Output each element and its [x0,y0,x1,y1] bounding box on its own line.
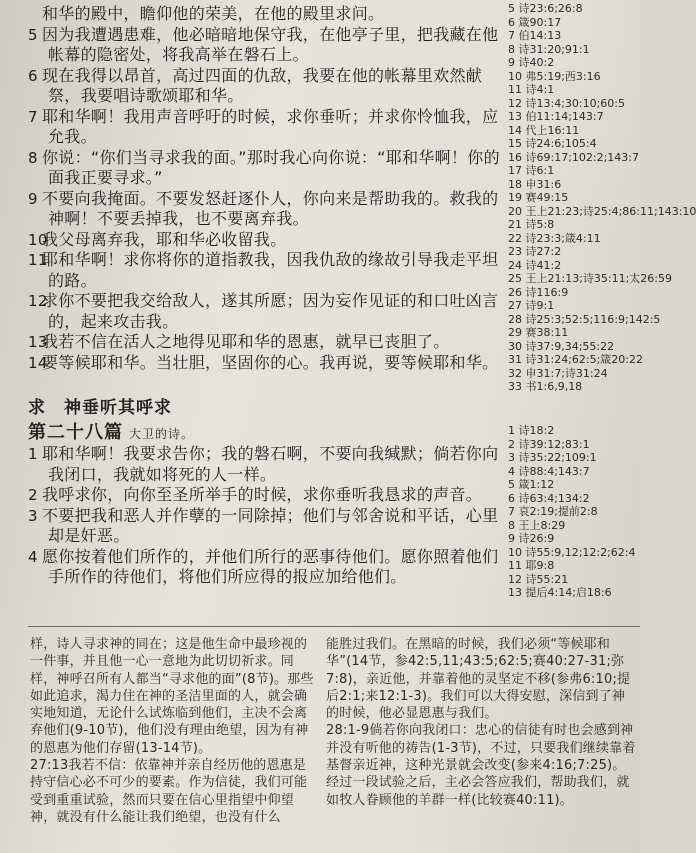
cross-reference: 16 诗69:17;102:2;143:7 [508,150,640,164]
psalm-title [28,418,508,444]
verse-text: 我父母离弃我，耶和华必收留我。 [42,229,287,249]
cross-reference: 18 申31:6 [508,177,562,191]
verse [28,148,508,189]
verse-number: 4 [28,547,38,566]
study-note-paragraph: 28:1-9倘若你向我闭口：忠心的信徒有时也会感到神并没有听他的祷告(1-3节)，不过，只要我们继续靠着基督亲近神，这种光景就会改变(参来4:16;7:25)。经过一段试验之后，主必会答应我们，帮助我们，就如牧人眷顾他的羊群一样(比较赛40:11)。 [326,723,636,808]
verse [28,107,508,148]
verse-number: 10 [28,230,48,249]
cross-reference: 21 诗5:8 [508,218,555,231]
verse [28,66,508,107]
cross-reference: 20 王上21:23;诗25:4;86:11;143:10 [508,204,696,218]
verse-text: 不要向我掩面。不要发怒赶逐仆人，你向来是帮助我的。救我的 神啊！不要丢掉我，也不要离弃我。 [42,188,499,228]
psalm-author: 大卫的诗。 [129,427,195,441]
cross-reference: 4 诗88:4;143:7 [508,464,590,478]
cross-references-bottom [508,424,638,600]
study-note-paragraph: 样，诗人寻求神的同在；这是他生命中最珍视的一件事，并且他一心一意地为此切切祈求。同样，神呼召所有人都当“寻求他的面”(8节)。那些如此追求，渴力住在神的圣洁里面的人，就会确实地知道，无论什么试炼临到他们，主决不会离弃他们(9-10节)，他们没有理由绝望，因为有神的恩惠为他们存留(13-14节)。 [30,637,314,756]
verse-text: 和华的殿中，瞻仰他的荣美，在他的殿里求问。 [42,4,385,23]
cross-reference: 23 诗27:2 [508,245,562,258]
cross-reference: 8 王上8:29 [508,518,566,532]
cross-reference: 17 诗6:1 [508,164,555,177]
cross-reference: 25 王上21:13;诗35:11;太26:59 [508,272,673,285]
verse [28,506,508,547]
verse-text: 你说：“你们当寻求我的面。”那时我心向你说：“耶和华啊！你的面我正要寻求。” [42,147,500,187]
cross-reference: 30 诗37:9,34;55:22 [508,339,615,353]
verse-text: 我若不信在活人之地得见耶和华的恩惠，就早已丧胆了。 [42,332,450,351]
cross-reference: 12 诗55:21 [508,572,569,586]
footnote-divider [28,626,640,627]
cross-reference: 28 诗25:3;52:5;116:9;142:5 [508,312,661,326]
verse-text: 要等候耶和华。当壮胆，坚固你的心。我再说，要等候耶和华。 [42,352,499,372]
verse-number: 1 [28,445,38,463]
verse-text: 我呼求你，向你至圣所举手的时候，求你垂听我恳求的声音。 [42,485,483,504]
cross-reference: 26 诗116:9 [508,285,569,299]
study-notes-left [30,636,315,826]
cross-reference: 31 诗31:24;62:5;箴20:22 [508,353,644,366]
verse-text: 耶和华啊！我要求告你；我的磐石啊，不要向我缄默；倘若你向我闭口，我就如将死的人一样。 [42,444,499,484]
verse-number: 14 [28,353,48,372]
cross-reference: 6 诗63:4;134:2 [508,491,590,505]
cross-reference: 5 箴1:12 [508,478,555,491]
cross-reference: 15 诗24:6;105:4 [508,137,597,150]
verse [28,547,508,588]
verse [28,4,508,25]
cross-reference: 1 诗18:2 [508,424,555,437]
cross-reference: 3 诗35:22;109:1 [508,451,597,464]
verse-text: 耶和华啊！我用声音呼吁的时候，求你垂听；并求你怜恤我，应允我。 [42,106,499,146]
cross-reference: 14 代上16:11 [508,123,580,137]
verse-number: 12 [28,292,48,310]
verse-number: 7 [28,107,38,126]
study-note-paragraph: 能胜过我们。在黑暗的时候，我们必须“等候耶和华”(14节，参42:5,11;43:5;62:5;赛40:27-31;弥7:8)，亲近他，并靠着他的灵坚定不移(参弗6:10;提后2:1;来12:1-3)。我们可以大得安慰，深信到了神的时候，他必显恩惠与我们。 [326,637,631,722]
cross-reference: 9 诗26:9 [508,532,555,545]
verse [28,189,508,230]
cross-references-top [508,2,696,394]
cross-reference: 19 赛49:15 [508,191,569,204]
verse [28,230,508,251]
cross-reference: 13 伯11:14;143:7 [508,110,604,123]
cross-reference: 11 耶9:8 [508,559,555,572]
verse-text: 耶和华啊！求你将你的道指教我，因我仇敌的缘故引导我走平坦的路。 [42,250,499,290]
cross-reference: 5 诗23:6;26:8 [508,2,583,15]
verse [28,25,508,66]
cross-reference: 8 诗31:20;91:1 [508,42,590,56]
cross-reference: 10 诗55:9,12;12:2;62:4 [508,545,636,559]
verse-number: 8 [28,148,38,167]
cross-reference: 29 赛38:11 [508,326,569,339]
verse-number: 6 [28,66,38,85]
verse-text: 现在我得以昂首，高过四面的仇敌，我要在他的帐幕里欢然献祭，我要唱诗歌颂耶和华。 [42,65,483,105]
verse-number: 11 [28,251,48,269]
verse [28,353,508,374]
verse-number: 3 [28,506,38,525]
verse-number: 5 [28,25,38,44]
study-note-paragraph: 27:13我若不信：依靠神并亲自经历他的恩惠是持守信心必不可少的要素。作为信徒，我们可能受到重重试验，然而只要在信心里指望中仰望神，就没有什么能让我们绝望，也没有什么 [30,758,308,825]
cross-reference: 33 书1:6,9,18 [508,380,583,393]
verse [28,485,508,506]
cross-reference: 2 诗39:12;83:1 [508,437,590,451]
verse-number: 9 [28,189,38,208]
cross-reference: 27 诗9:1 [508,299,555,312]
cross-reference: 11 诗4:1 [508,83,555,96]
section-heading: 求 神垂听其呼求 [28,398,172,418]
cross-reference: 9 诗40:2 [508,56,555,69]
verse [28,332,508,353]
verse [28,291,508,332]
verse-text: 不要把我和恶人并作孽的一同除掉；他们与邻舍说和平话，心里却是奸恶。 [42,505,499,545]
verse-text: 因为我遭遇患难，他必暗暗地保守我，在他亭子里，把我藏在他帐幕的隐密处，将我高举在磐石上。 [42,24,499,64]
psalm-28-verses [28,444,508,588]
cross-reference: 7 伯14:13 [508,29,562,42]
verse-number: 13 [28,333,48,351]
verse-text: 愿你按着他们所作的，并他们所行的恶事待他们。愿你照着他们手所作的待他们，将他们所应得的报应加给他们。 [42,546,499,586]
main-text-column [28,4,508,588]
verse [28,444,508,485]
psalm-number-title: 第二十八篇 [28,422,123,443]
verse-number: 2 [28,486,38,504]
cross-reference: 24 诗41:2 [508,258,562,272]
cross-reference: 7 哀2:19;提前2:8 [508,505,598,518]
cross-reference: 22 诗23:3;箴4:11 [508,231,601,245]
verse [28,250,508,291]
verse-text: 求你不要把我交给敌人，遂其所愿；因为妄作见证的和口吐凶言的，起来攻击我。 [42,291,499,331]
cross-reference: 6 箴90:17 [508,15,562,29]
cross-reference: 13 提后4:14;启18:6 [508,586,612,599]
cross-reference: 12 诗13:4;30:10;60:5 [508,96,626,110]
psalm-27-verses [28,4,508,373]
study-notes-right [326,636,638,809]
cross-reference: 32 申31:7;诗31:24 [508,366,608,380]
cross-reference: 10 弗5:19;西3:16 [508,69,601,83]
